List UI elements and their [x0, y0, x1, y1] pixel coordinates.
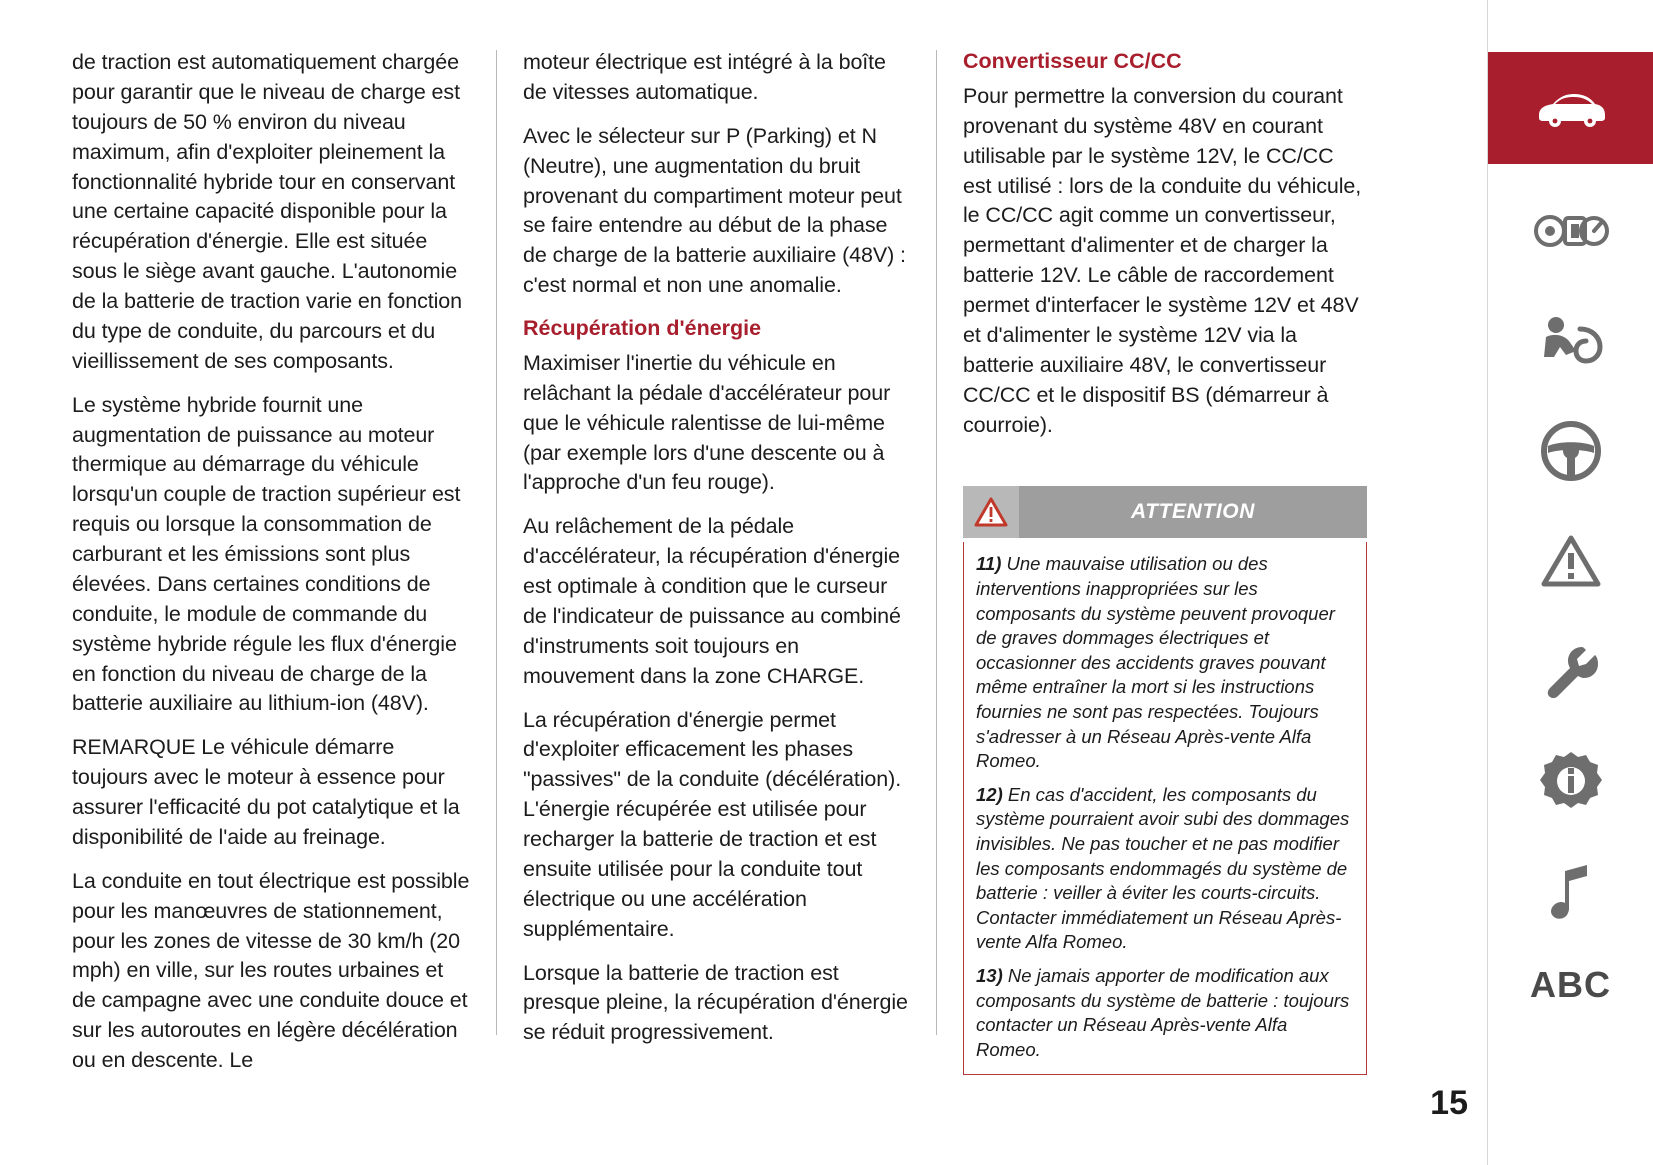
note-text: Ne jamais apporter de modification aux composants du système de batterie : toujours contacter un Réseau Après-vente Alfa Romeo.: [976, 964, 1350, 1060]
paragraph: de traction est automatiquement chargée pour garantir que le niveau de charge est toujours de 50 % environ du niveau maximum, afin d'exploiter pleinement la fonctionnalité hybride tour en conservant une certaine capacité disponible pour la récupération d'énergie. Elle est située sous le siège avant gauche. L'autonomie de la batterie de traction varie en fonction du type de conduite, du parcours et du vieillissement de ses composants.: [72, 50, 463, 373]
rail-item-index[interactable]: [1488, 930, 1653, 1040]
note-text: Une mauvaise utilisation ou des interventions inappropriées sur les composants du système peuvent provoquer de graves dommages électriques et occasionner des accidents graves pouvant même entraîner la mort si les instructions fournies ne sont pas respectées. Toujours s'adresser à un Réseau Après-vente Alfa Romeo.: [976, 553, 1335, 772]
dashboard-icon: [1532, 209, 1610, 253]
paragraph: La récupération d'énergie permet d'exploiter efficacement les phases "passives" de la conduite (décélération). L'énergie récupérée est utilisée pour recharger la batterie de traction et est ensuite utilisée pour la conduite tout électrique ou une accélération supplémentaire.: [523, 707, 902, 941]
steering-wheel-icon: [1540, 420, 1602, 482]
note-number: 12): [976, 783, 1003, 805]
warning-triangle-icon: [963, 486, 1019, 538]
attention-notes: [963, 542, 1367, 1075]
paragraph: Pour permettre la conversion du courant provenant du système 48V en courant utilisable par le système 12V, le CC/CC est utilisé : lors de la conduite du véhicule, le CC/CC agit comme un convertisseur, permettant d'alimenter et de charger la batterie 12V. Le câble de raccordement permet d'interfacer le système 12V et 48V et d'alimenter le système 12V via la batterie auxiliaire 48V, le convertisseur CC/CC et le dispositif BS (démarreur à courroie).: [963, 83, 1362, 437]
airbag-safety-icon: [1536, 313, 1606, 369]
paragraph: La conduite en tout électrique est possible pour les manœuvres de stationnement, pour les zones de vitesse de 30 km/h (20 mph) en ville, sur les routes urbaines et de campagne avec une conduite douce et sur les autoroutes en légère décélération ou en descente. Le: [72, 868, 470, 1072]
paragraph: Avec le sélecteur sur P (Parking) et N (Neutre), une augmentation du bruit provenant du compartiment moteur peut se faire entendre au début de la phase de charge de la batterie auxiliaire (48V) : c'est normal et non une anomalie.: [523, 123, 906, 298]
paragraph: Maximiser l'inertie du véhicule en relâchant la pédale d'accélérateur pour que le véhicule ralentisse de lui-même (par exemple lors d'une descente ou à l'approche d'un feu rouge).: [523, 350, 891, 495]
page-number: 15: [1430, 1084, 1468, 1122]
music-note-icon: [1547, 861, 1595, 921]
rail-item-steering[interactable]: [1488, 396, 1653, 506]
rail-item-warnings[interactable]: [1488, 506, 1653, 616]
paragraph: Au relâchement de la pédale d'accélérateur, la récupération d'énergie est optimale à condition que le curseur de l'indicateur de puissance au combiné d'instruments soit toujours en mouvement dans la zone CHARGE.: [523, 514, 901, 688]
note-text: En cas d'accident, les composants du système pourraient avoir subi des dommages invisibles. Ne pas toucher et ne pas modifier les composants endommagés du système de batterie : veiller à éviter les courts-circuits. Contacter immédiatement un Réseau Après-vente Alfa Romeo.: [976, 783, 1350, 953]
attention-header: [963, 486, 1367, 538]
rail-item-dashboard[interactable]: [1488, 176, 1653, 286]
text-column-3: [937, 48, 1367, 1088]
paragraph: Le système hybride fournit une augmentation de puissance au moteur thermique au démarrage du véhicule lorsqu'un couple de traction supérieur est requis ou lorsque la consommation de carburant et les émissions sont plus élevées. Dans certaines conditions de conduite, le module de commande du système hybride régule les flux d'énergie en fonction du niveau de charge de la batterie auxiliaire au lithium-ion (48V).: [72, 392, 461, 716]
attention-note: [976, 964, 1354, 1062]
attention-block: [963, 486, 1367, 1075]
text-column-2: [497, 48, 937, 1088]
section-icon-rail: [1487, 0, 1653, 1165]
attention-note: [976, 552, 1354, 773]
rail-item-car[interactable]: [1488, 52, 1653, 164]
section-heading: Récupération d'énergie: [523, 316, 762, 340]
paragraph: moteur électrique est intégré à la boîte de vitesses automatique.: [523, 50, 886, 104]
car-icon: [1533, 87, 1609, 129]
abc-index-icon: ABC: [1530, 964, 1611, 1005]
warning-triangle-icon: [1540, 533, 1602, 589]
text-column-1: [72, 48, 497, 1088]
rail-item-info[interactable]: [1488, 726, 1653, 836]
rail-item-maintenance[interactable]: [1488, 616, 1653, 726]
paragraph: Lorsque la batterie de traction est presque pleine, la récupération d'énergie se réduit progressivement.: [523, 960, 908, 1045]
paragraph: REMARQUE Le véhicule démarre toujours avec le moteur à essence pour assurer l'efficacité du pot catalytique et la disponibilité de l'aide au freinage.: [72, 735, 460, 849]
rail-item-safety[interactable]: [1488, 286, 1653, 396]
note-number: 11): [976, 553, 1002, 575]
note-number: 13): [976, 964, 1003, 986]
attention-title: ATTENTION: [1019, 486, 1367, 538]
attention-note: [976, 783, 1354, 955]
wrench-icon: [1541, 641, 1601, 701]
info-gear-icon: [1540, 750, 1602, 812]
section-heading: Convertisseur CC/CC: [963, 49, 1182, 73]
page-content: [72, 48, 1372, 1088]
